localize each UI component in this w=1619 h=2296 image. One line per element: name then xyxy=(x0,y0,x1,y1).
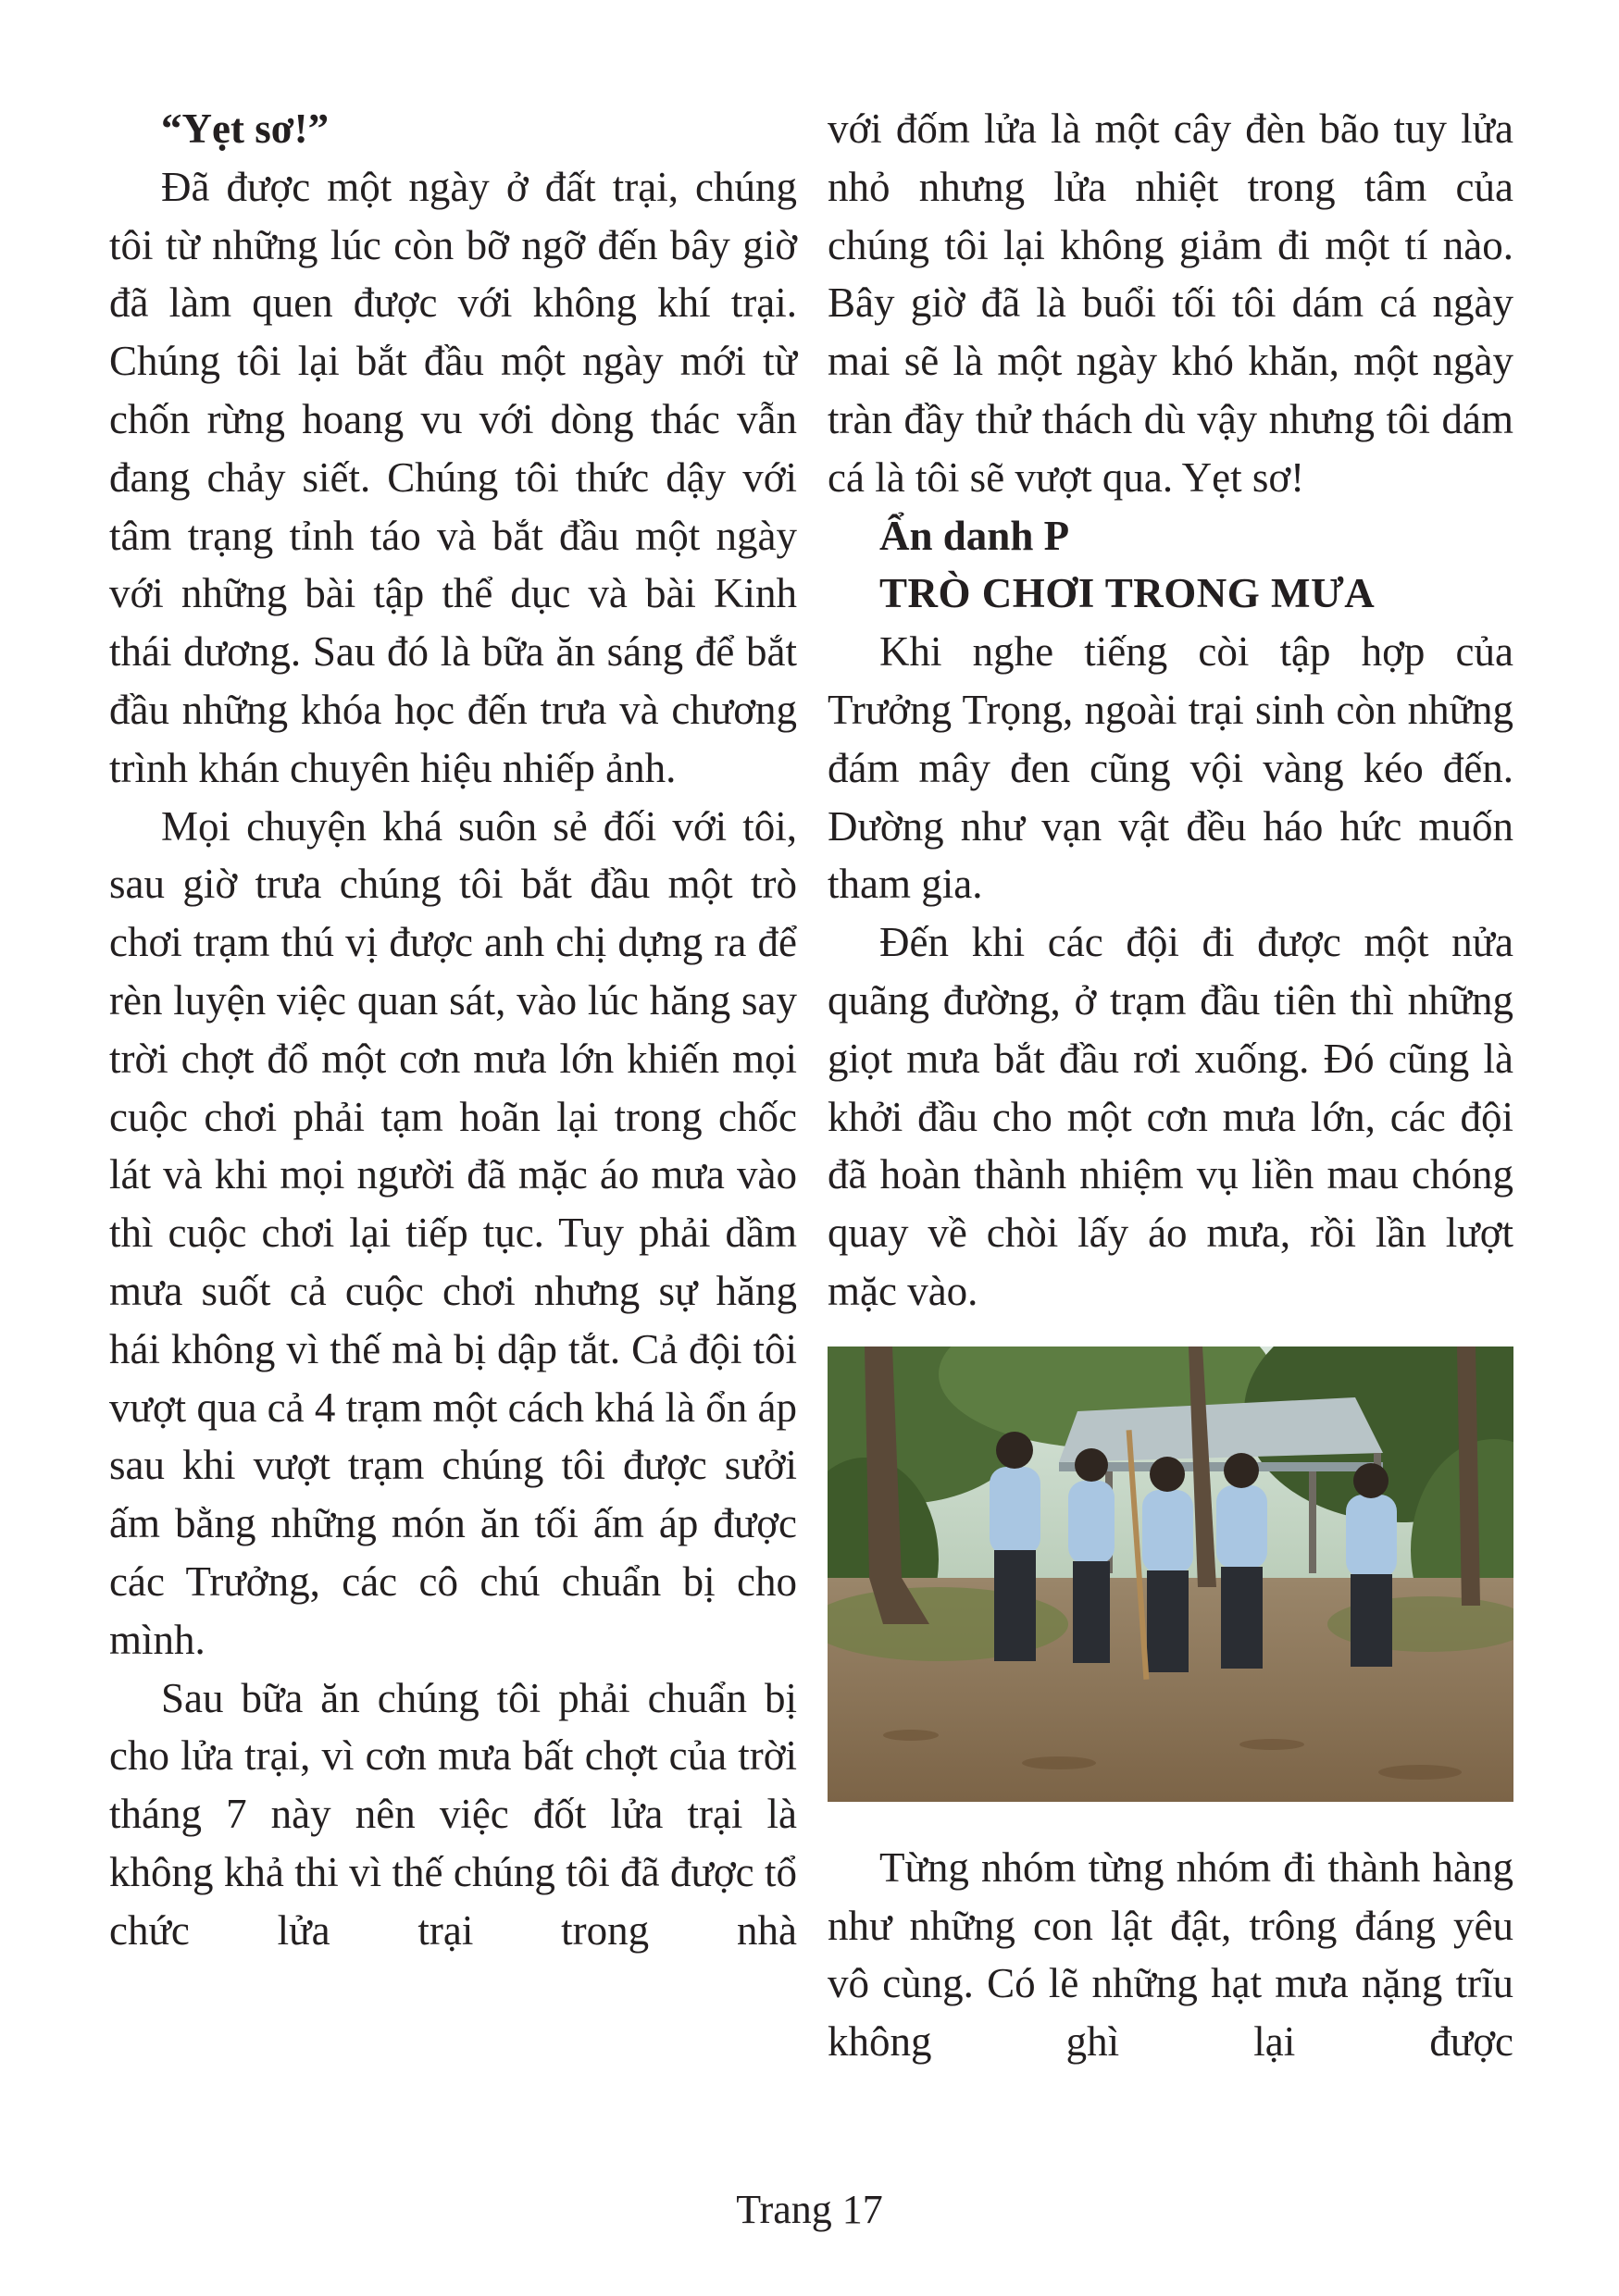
body-paragraph: Mọi chuyện khá suôn sẻ đối với tôi, sau giờ trưa chúng tôi bắt đầu một trò chơi trạm thú vị được anh chị dựng ra để rèn luyện việc quan sát, vào lúc hăng say trời chợt đổ một cơn mưa lớn khiến mọi cuộc chơi phải tạm hoãn lại trong chốc lát và khi mọi người đã mặc áo mưa vào thì cuộc chơi lại tiếp tục. Tuy phải dầm mưa suốt cả cuộc chơi nhưng sự hăng hái không vì thế mà bị dập tắt. Cả đội tôi vượt qua cả 4 trạm một cách khá là ổn áp sau khi vượt trạm chúng tôi được sưởi ấm bằng những món ăn tối ấm áp được các Trưởng, các cô chú chuẩn bị cho mình. xyxy=(109,802,797,1663)
author-signature: Ẩn danh P xyxy=(879,512,1070,559)
body-paragraph: Từng nhóm từng nhóm đi thành hàng như những con lật đật, trông đáng yêu vô cùng. Có lẽ những hạt mưa nặng trĩu không ghì lại được xyxy=(828,1843,1513,2066)
body-paragraph: Sau bữa ăn chúng tôi phải chuẩn bị cho lửa trại, vì cơn mưa bất chợt của trời tháng 7 này nên việc đốt lửa trại là không khả thi vì thế chúng tôi đã được tổ chức lửa trại trong nhà xyxy=(109,1674,797,1954)
left-column xyxy=(109,100,797,1960)
campers-walking-photo xyxy=(828,1347,1513,1802)
page-number: Trang 17 xyxy=(736,2187,883,2232)
continued-paragraph: với đốm lửa là một cây đèn bão tuy lửa nhỏ nhưng lửa nhiệt trong tâm của chúng tôi lại không giảm đi một tí nào. Bây giờ đã là buổi tối tôi dám cá ngày mai sẽ là một ngày khó khăn, một ngày tràn đầy thử thách dù vậy nhưng tôi dám cá là tôi sẽ vượt qua. Yẹt sơ! xyxy=(828,105,1513,501)
right-column xyxy=(828,100,1513,2071)
story-title: “Yẹt sơ!” xyxy=(161,105,330,152)
body-paragraph: Đã được một ngày ở đất trại, chúng tôi từ những lúc còn bỡ ngỡ đến bây giờ đã làm quen được với không khí trại. Chúng tôi lại bắt đầu một ngày mới từ chốn rừng hoang vu với dòng thác vẫn đang chảy siết. Chúng tôi thức dậy với tâm trạng tỉnh táo và bắt đầu một ngày với những bài tập thể dục và bài Kinh thái dương. Sau đó là bữa ăn sáng để bắt đầu những khóa học đến trưa và chương trình khán chuyên hiệu nhiếp ảnh. xyxy=(109,163,797,791)
section-title: TRÒ CHƠI TRONG MƯA xyxy=(879,570,1376,617)
body-paragraph: Đến khi các đội đi được một nửa quãng đường, ở trạm đầu tiên thì những giọt mưa bắt đầu rơi xuống. Đó cũng là khởi đầu cho một cơn mưa lớn, các đội đã hoàn thành nhiệm vụ liền mau chóng quay về chòi lấy áo mưa, rồi lần lượt mặc vào. xyxy=(828,919,1513,1314)
body-paragraph: Khi nghe tiếng còi tập hợp của Trưởng Trọng, ngoài trại sinh còn những đám mây đen cũng vội vàng kéo đến. Dường như vạn vật đều háo hức muốn tham gia. xyxy=(828,628,1513,908)
